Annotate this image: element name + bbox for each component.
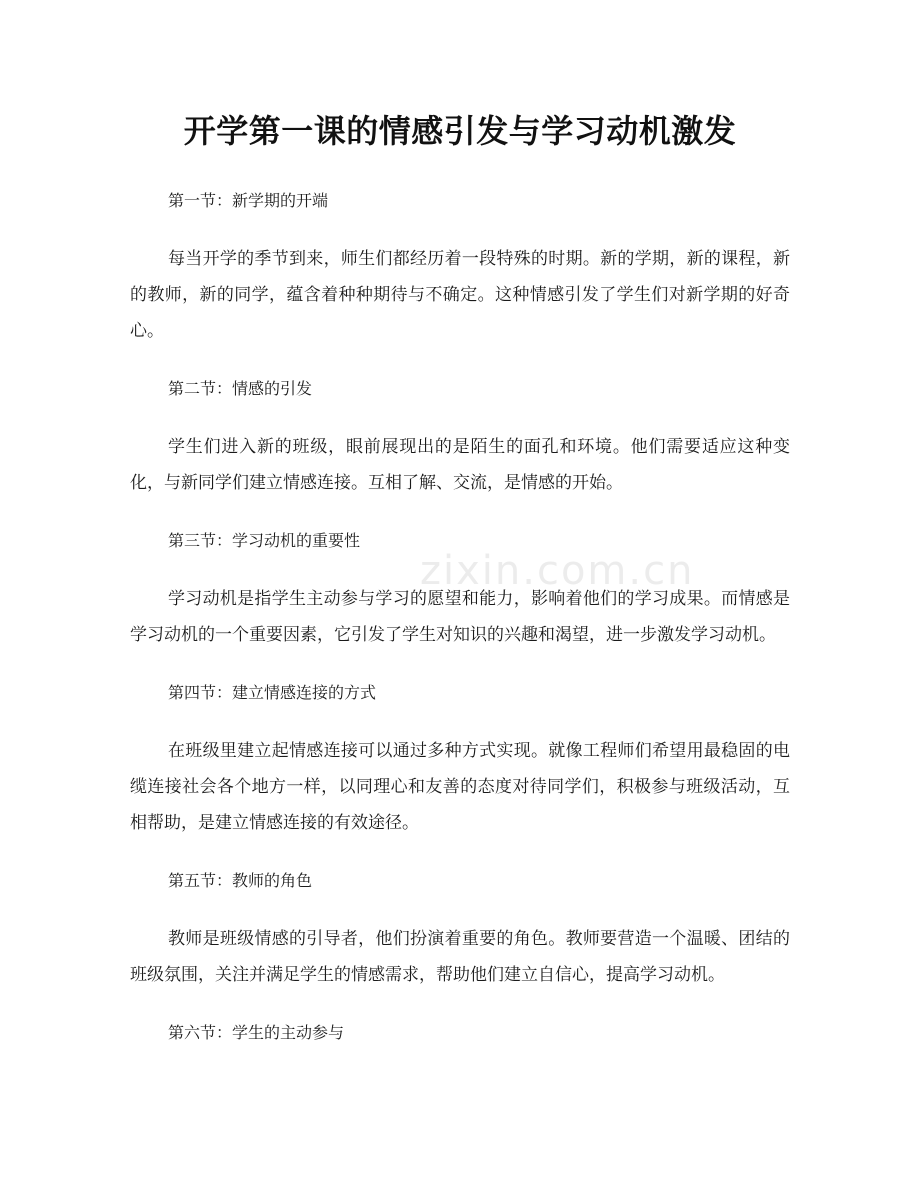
section-5-heading: 第五节：教师的角色 xyxy=(168,871,313,890)
document-body xyxy=(130,184,790,1073)
section-4-paragraph: 在班级里建立起情感连接可以通过多种方式实现。就像工程师们希望用最稳固的电缆连接社会各个地方一样，以同理心和友善的态度对待同学们，积极参与班级活动，互相帮助，是建立情感连接的有效途径。 xyxy=(130,741,790,833)
section-6-heading: 第六节：学生的主动参与 xyxy=(168,1023,345,1042)
section-2-heading: 第二节：情感的引发 xyxy=(168,379,313,398)
section-3-heading: 第三节：学习动机的重要性 xyxy=(168,531,361,550)
section-4-heading: 第四节：建立情感连接的方式 xyxy=(168,683,377,702)
section-1-heading: 第一节：新学期的开端 xyxy=(168,191,329,210)
section-3-paragraph: 学习动机是指学生主动参与学习的愿望和能力，影响着他们的学习成果。而情感是学习动机的一个重要因素，它引发了学生对知识的兴趣和渴望，进一步激发学习动机。 xyxy=(130,589,790,645)
watermark-text: zixin.com.cn xyxy=(420,548,695,594)
section-5-paragraph: 教师是班级情感的引导者，他们扮演着重要的角色。教师要营造一个温暖、团结的班级氛围，关注并满足学生的情感需求，帮助他们建立自信心，提高学习动机。 xyxy=(130,929,790,985)
document-title: 开学第一课的情感引发与学习动机激发 xyxy=(183,112,737,150)
section-2-paragraph: 学生们进入新的班级，眼前展现出的是陌生的面孔和环境。他们需要适应这种变化，与新同学们建立情感连接。互相了解、交流，是情感的开始。 xyxy=(130,437,790,493)
section-1-paragraph: 每当开学的季节到来，师生们都经历着一段特殊的时期。新的学期，新的课程，新的教师，新的同学，蕴含着种种期待与不确定。这种情感引发了学生们对新学期的好奇心。 xyxy=(130,249,790,341)
